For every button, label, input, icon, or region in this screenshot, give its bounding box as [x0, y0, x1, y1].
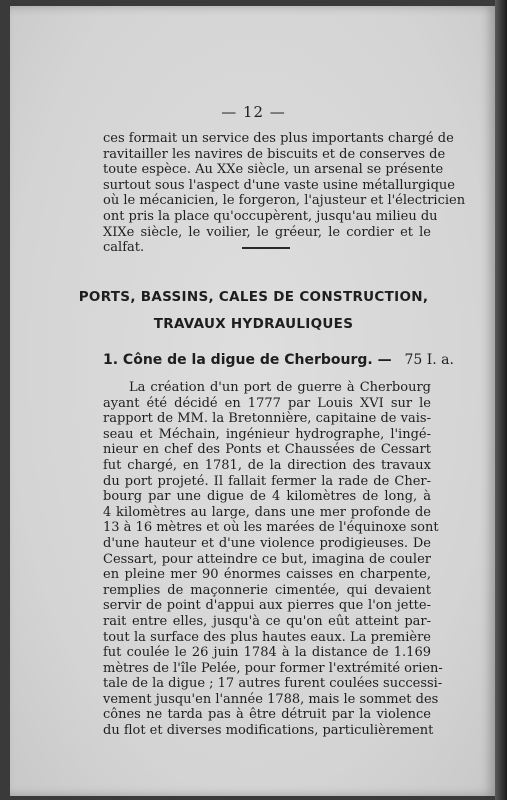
text-line: 4 kilomètres au large, dans une mer profonde de — [103, 504, 431, 520]
text-line: bourg par une digue de 4 kilomètres de long, à — [103, 489, 431, 505]
catalog-reference: 75 I. a. — [404, 352, 454, 368]
text-line: en pleine mer 90 énormes caisses en charpente, — [103, 567, 431, 583]
text-line: où le mécanicien, le forgeron, l'ajusteur et l'électricien — [103, 193, 466, 209]
text-line: tale de la digue ; 17 autres furent coulées successi- — [103, 676, 443, 692]
text-line: du port projeté. Il fallait fermer la rade de Cher- — [103, 473, 431, 489]
text-line: rapport de MM. la Bretonnière, capitaine de vais- — [103, 411, 431, 427]
text-line: ravitailler les navires de biscuits et de conserves de — [103, 146, 446, 162]
text-line: surtout sous l'aspect d'une vaste usine métallurgique — [103, 177, 455, 193]
section-divider — [242, 247, 290, 249]
section-heading-line2: TRAVAUX HYDRAULIQUES — [153, 316, 354, 332]
text-line: cônes ne tarda pas à être détruit par la violence — [103, 707, 431, 723]
text-line: XIXe siècle, le voilier, le gréeur, le cordier et le — [103, 224, 431, 240]
text-line: remplies de maçonnerie cimentée, qui devaient — [103, 582, 431, 598]
text-line: fut coulée le 26 juin 1784 à la distance de 1.169 — [103, 645, 431, 661]
subsection-heading — [103, 352, 454, 368]
text-line: mètres de l'île Pelée, pour former l'extrémité orien- — [103, 660, 443, 676]
text-line: rait entre elles, jusqu'à ce qu'on eût atteint par- — [103, 613, 431, 629]
text-line: tout la surface des plus hautes eaux. La première — [103, 629, 431, 645]
text-line: La création d'un port de guerre à Cherbourg — [129, 380, 431, 395]
text-line: 13 à 16 mètres et où les marées de l'équinoxe sont — [103, 520, 439, 536]
text-line: servir de point d'appui aux pierres que l'on jette- — [103, 598, 431, 614]
text-line: ces formait un service des plus importants chargé de — [103, 131, 454, 146]
text-line: ayant été décidé en 1777 par Louis XVI sur le — [103, 395, 431, 411]
text-line: toute espèce. Au XXe siècle, un arsenal se présente — [103, 162, 444, 178]
text-line: du flot et diverses modifications, particulièrement — [103, 723, 434, 739]
body-paragraph — [103, 380, 443, 739]
text-line: seau et Méchain, ingénieur hydrographe, l'ingé- — [103, 426, 431, 442]
text-line: nieur en chef des Ponts et Chaussées de Cessart — [103, 442, 431, 458]
intro-paragraph — [103, 131, 466, 256]
page-number: — 12 — — [221, 103, 286, 121]
text-line: ont pris la place qu'occupèrent, jusqu'au milieu du — [103, 208, 438, 224]
text-line: Cessart, pour atteindre ce but, imagina de couler — [103, 551, 431, 567]
section-heading-line1: PORTS, BASSINS, CALES DE CONSTRUCTION, — [78, 289, 429, 305]
text-line: calfat. — [103, 240, 145, 256]
subsection-title: 1. Cône de la digue de Cherbourg. — — [103, 352, 392, 368]
text-line: d'une hauteur et d'une violence prodigieuses. De — [103, 535, 431, 551]
text-line: fut chargé, en 1781, de la direction des travaux — [103, 457, 431, 473]
text-line: vement jusqu'en l'année 1788, mais le sommet des — [103, 691, 439, 707]
